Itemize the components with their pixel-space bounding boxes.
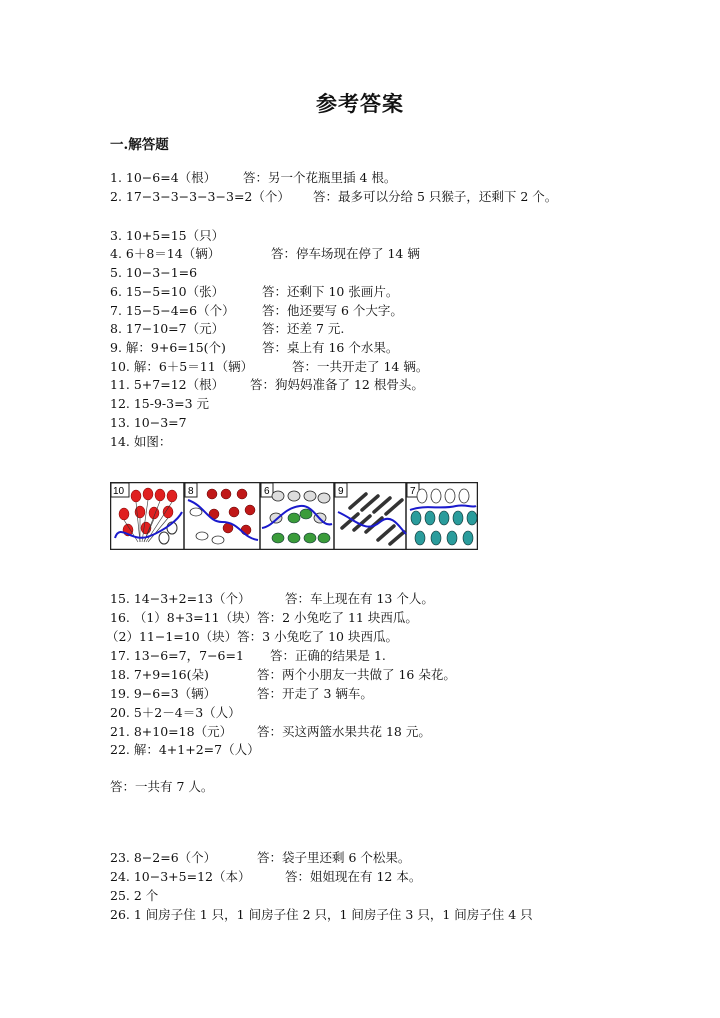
answer-text-9: 答：桌上有 16 个水果。 (262, 340, 399, 355)
answer-line-17: 17. 13−6=7，7−6=1 (110, 648, 244, 663)
answer-line-6: 6. 15−5=10（张） (110, 284, 225, 299)
answer-text-24: 答：姐姐现在有 12 本。 (285, 869, 422, 884)
panel-number-2: 8 (188, 486, 194, 497)
answer-figure (110, 482, 478, 550)
answer-line-19: 19. 9−6=3（辆） (110, 686, 217, 701)
section-heading: 一.解答题 (110, 137, 169, 153)
answer-text-18: 答：两个小朋友一共做了 16 朵花。 (257, 667, 456, 682)
answer-line-15: 15. 14−3+2=13（个） (110, 591, 251, 606)
answer-text-19: 答：开走了 3 辆车。 (257, 686, 373, 701)
answer-text-7: 答：他还要写 6 个大字。 (262, 303, 403, 318)
answer-line-14: 14. 如图： (110, 434, 172, 449)
answer-line-21: 21. 8+10=18（元） (110, 724, 233, 739)
answer-line-4: 4. 6＋8＝14（辆） (110, 246, 221, 261)
answer-line-11: 11. 5+7=12（根） (110, 377, 225, 392)
figure-drawing (110, 482, 478, 550)
answer-line-20: 20. 5＋2－4＝3（人） (110, 705, 241, 720)
answer-line-22-answer: 答：一共有 7 人。 (110, 779, 214, 794)
answer-text-2: 答：最多可以分给 5 只猴子，还剩下 2 个。 (313, 189, 558, 204)
answer-line-12: 12. 15-9-3=3 元 (110, 396, 210, 411)
answer-line-13: 13. 10−3=7 (110, 415, 187, 430)
panel-number-1: 10 (113, 486, 125, 497)
answer-text-21: 答：买这两篮水果共花 18 元。 (257, 724, 431, 739)
answer-line-24: 24. 10−3+5=12（本） (110, 869, 251, 884)
answer-line-10: 10. 解：6＋5＝11（辆） (110, 359, 254, 374)
answer-line-8: 8. 17−10=7（元） (110, 321, 225, 336)
answer-line-3: 3. 10+5=15（只） (110, 228, 225, 243)
panel-number-3: 6 (264, 486, 270, 497)
answer-text-17: 答：正确的结果是 1. (270, 648, 386, 663)
answer-line-25: 25. 2 个 (110, 888, 159, 903)
page-title: 参考答案 (316, 91, 404, 116)
answer-line-18: 18. 7+9=16(朵) (110, 667, 209, 682)
answer-text-4: 答：停车场现在停了 14 辆 (271, 246, 420, 261)
answer-line-7: 7. 15−5−4=6（个） (110, 303, 235, 318)
panel-number-5: 7 (410, 486, 416, 497)
answer-line-22: 22. 解：4+1+2=7（人） (110, 742, 260, 757)
answer-text-8: 答：还差 7 元. (262, 321, 345, 336)
answer-line-5: 5. 10−3−1=6 (110, 265, 198, 280)
answer-text-1: 答：另一个花瓶里插 4 根。 (243, 170, 397, 185)
answer-text-15: 答：车上现在有 13 个人。 (285, 591, 434, 606)
answer-line-23: 23. 8−2=6（个） (110, 850, 217, 865)
answer-line-26: 26. 1 间房子住 1 只，1 间房子住 2 只，1 间房子住 3 只，1 间房子住 4 只 (110, 907, 533, 922)
answer-line-9: 9. 解：9+6=15(个) (110, 340, 226, 355)
answer-text-6: 答：还剩下 10 张画片。 (262, 284, 399, 299)
answer-line-16b: （2）11−1=10（块）答：3 小兔吃了 10 块西瓜。 (106, 629, 398, 644)
answer-text-23: 答：袋子里还剩 6 个松果。 (257, 850, 411, 865)
answer-text-11: 答：狗妈妈准备了 12 根骨头。 (250, 377, 424, 392)
panel-number-4: 9 (338, 486, 344, 497)
answer-text-10: 答：一共开走了 14 辆。 (292, 359, 429, 374)
answer-line-1: 1. 10−6=4（根） (110, 170, 217, 185)
answer-line-16a: 16. （1）8+3=11（块）答：2 小兔吃了 11 块西瓜。 (110, 610, 418, 625)
answer-line-2: 2. 17−3−3−3−3−3=2（个） (110, 189, 290, 204)
